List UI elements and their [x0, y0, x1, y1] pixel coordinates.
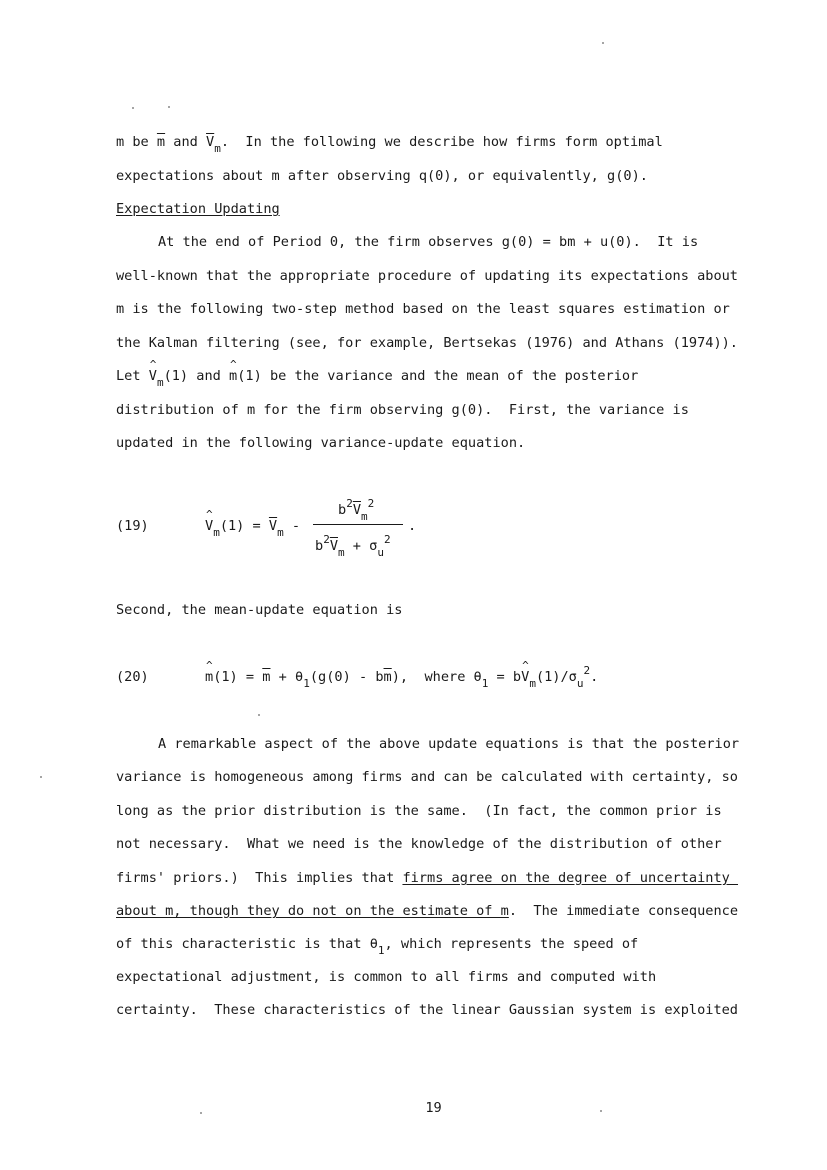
text-line: A remarkable aspect of the above update equations is that the posterior [158, 736, 740, 752]
text-line: well-known that the appropriate procedure of updating its expectations about [116, 268, 738, 284]
fraction-bar [313, 524, 403, 525]
text-line: expectational adjustment, is common to all firms and computed with [116, 969, 657, 985]
text-line: certainty. These characteristics of the linear Gaussian system is exploited [116, 1002, 738, 1018]
equation-number: (20) [116, 669, 149, 685]
text-line: Expectation Updating [116, 201, 280, 217]
text-line: the Kalman filtering (see, for example, Bertsekas (1976) and Athans (1974)). [116, 335, 738, 351]
page-number: 19 [425, 1100, 442, 1116]
scan-speck [132, 107, 134, 109]
scan-speck [200, 1112, 202, 1114]
scan-speck [602, 42, 604, 44]
equation-period: . [408, 518, 417, 534]
fraction-denominator: $b^2\overline{V}_m + \sigma_u^2$ [315, 533, 391, 559]
equation-number: (19) [116, 518, 149, 534]
text-line: variance is homogeneous among firms and can be calculated with certainty, so [116, 769, 738, 785]
scan-speck [168, 106, 170, 108]
text-line: m is the following two-step method based on the least squares estimation or [116, 301, 730, 317]
text-line: about m, though they do not on the estimate of m. The immediate consequence [116, 903, 738, 919]
scan-speck [258, 714, 260, 716]
scan-speck [600, 1110, 602, 1112]
text-line: m be $\overline{m}$ and $\overline{V}_m$. In the following we describe how firms form optimal [116, 134, 663, 155]
text-line: distribution of m for the firm observing g(0). First, the variance is [116, 402, 689, 418]
text-line: Second, the mean-update equation is [116, 602, 403, 618]
scan-speck [40, 776, 42, 778]
text-line: not necessary. What we need is the knowledge of the distribution of other [116, 836, 722, 852]
text-line: expectations about m after observing q(0), or equivalently, g(0). [116, 168, 648, 184]
text-line: of this characteristic is that $\theta_1$, which represents the speed of [116, 936, 639, 957]
text-line: long as the prior distribution is the same. (In fact, the common prior is [116, 803, 722, 819]
fraction-numerator: $b^2\overline{V}_m^2$ [338, 497, 375, 523]
equation-lhs: ^ $V_m(1) = \overline{V}_m$ - [205, 518, 308, 535]
text-line: updated in the following variance-update equation. [116, 435, 526, 451]
text-line: At the end of Period 0, the firm observes g(0) = bm + u(0). It is [158, 234, 699, 250]
text-line: firms' priors.) This implies that firms agree on the degree of uncertainty [116, 870, 739, 886]
text-line: Let ^ $V_m(1)$ and ^ m(1) be the variance and the mean of the posterior [116, 368, 638, 385]
equation-body: ^ $m(1) = \overline{m} + \theta_1(g(0) - b\overline{m})$, where $\theta_1$ = b^ $V_m(1)/\sigma_u^2$. [205, 669, 598, 686]
